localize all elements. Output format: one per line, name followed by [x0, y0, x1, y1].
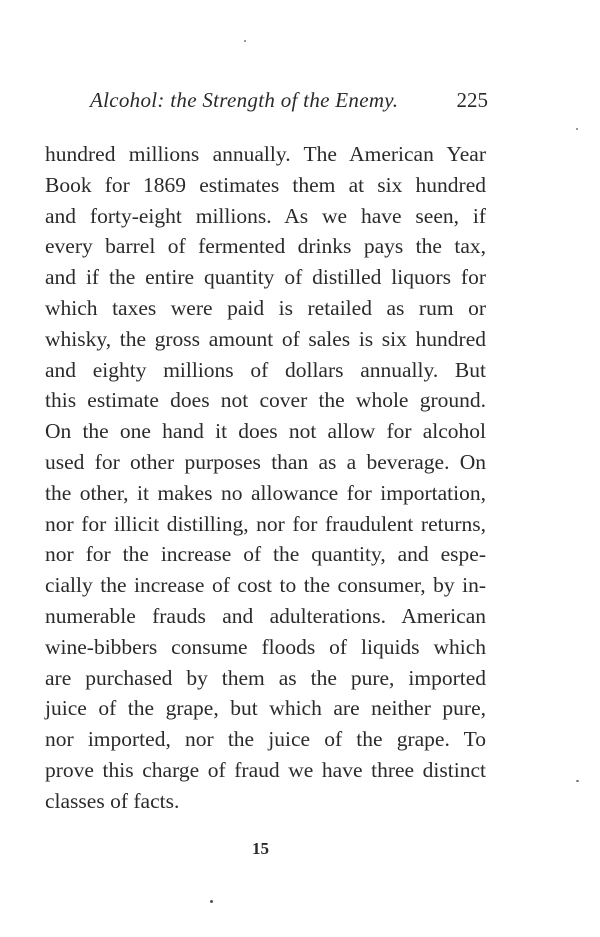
- text-line: cially the increase of cost to the consumer, by in-: [45, 573, 486, 598]
- text-line-last: classes of facts.: [45, 788, 180, 813]
- text-line: and eighty millions of dollars annually. But: [45, 357, 486, 382]
- text-line: prove this charge of fraud we have three distinct: [45, 757, 486, 782]
- signature-mark: 15: [252, 839, 269, 858]
- text-line: hundred millions annually. The American Year: [45, 142, 486, 166]
- text-line: wine-bibbers consume floods of liquids which: [45, 634, 486, 659]
- paper-speck: [576, 128, 578, 130]
- text-line: juice of the grape, but which are neither pure,: [45, 696, 486, 721]
- text-line: used for other purposes than as a beverage. On: [45, 449, 486, 474]
- text-line: the other, it makes no allowance for importation,: [45, 480, 486, 505]
- body-text: [45, 139, 486, 817]
- text-line: nor for the increase of the quantity, and espe-: [45, 542, 486, 567]
- text-line: this estimate does not cover the whole ground.: [45, 388, 486, 413]
- text-line: numerable frauds and adulterations. American: [45, 603, 486, 628]
- paper-speck: [576, 780, 579, 782]
- text-line: every barrel of fermented drinks pays the tax,: [45, 234, 486, 259]
- text-line: nor imported, nor the juice of the grape. To: [45, 727, 486, 752]
- text-line: whisky, the gross amount of sales is six hundred: [45, 326, 486, 351]
- paper-speck: [244, 40, 246, 42]
- text-line: and if the entire quantity of distilled liquors for: [45, 265, 486, 290]
- text-line: nor for illicit distilling, nor for fraudulent returns,: [45, 511, 486, 536]
- text-line: which taxes were paid is retailed as rum or: [45, 295, 486, 320]
- running-head-title: Alcohol: the Strength of the Enemy.: [90, 88, 399, 112]
- text-line: are purchased by them as the pure, imported: [45, 665, 486, 690]
- page-number: 225: [456, 88, 488, 112]
- running-head: [90, 86, 490, 114]
- text-line: Book for 1869 estimates them at six hundred: [45, 172, 486, 197]
- text-line: and forty-eight millions. As we have seen, if: [45, 203, 486, 228]
- paper-speck: [210, 900, 213, 903]
- text-line: On the one hand it does not allow for alcohol: [45, 419, 486, 444]
